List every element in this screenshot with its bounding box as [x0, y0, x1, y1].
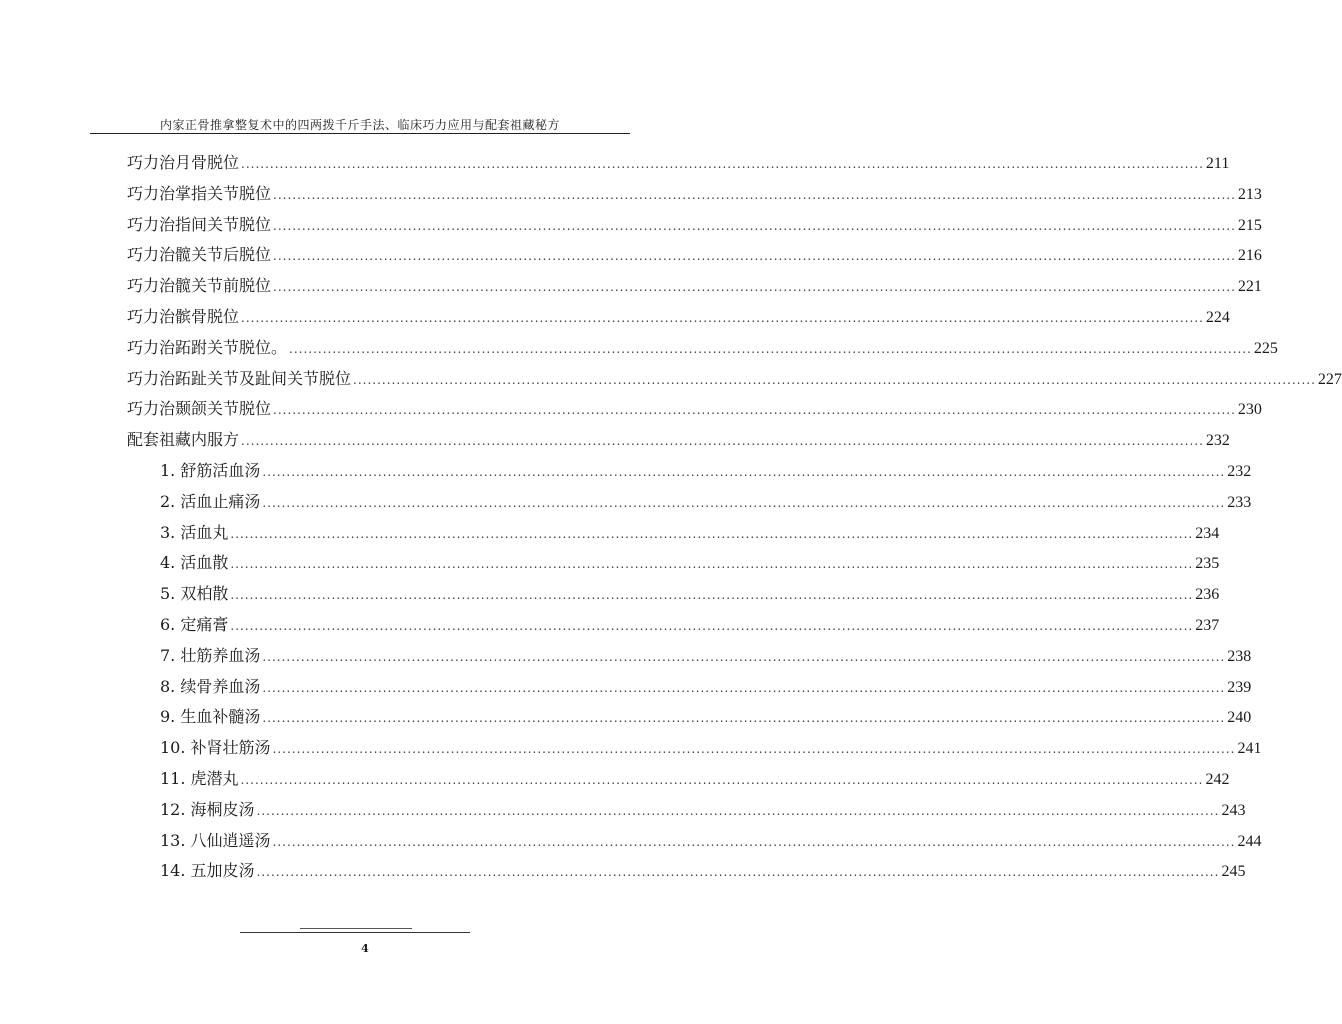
toc-leader-dots: ........................................................................................................................................................................................................ [273, 218, 1236, 233]
toc-entry [160, 735, 1262, 765]
toc-entry [160, 581, 1220, 611]
toc-entry-title: 4. 活血散 [160, 553, 229, 573]
toc-leader-dots: ........................................................................................................................................................................................................ [230, 588, 1194, 603]
toc-leader-dots: ........................................................................................................................................................................................................ [262, 711, 1226, 726]
toc-entry-page: 224 [1205, 309, 1230, 326]
toc-entry-page: 234 [1195, 524, 1220, 542]
toc-entry-title: 巧力治髋关节后脱位 [127, 245, 272, 265]
toc-leader-dots: ........................................................................................................................................................................................................ [272, 834, 1236, 849]
toc-entry-page: 243 [1221, 801, 1246, 819]
toc-entry [160, 858, 1246, 888]
toc-entry-page: 233 [1227, 493, 1252, 511]
toc-entry-title: 巧力治月骨脱位 [127, 153, 240, 172]
toc-leader-dots: ........................................................................................................................................................................................................ [230, 619, 1194, 633]
toc-entry-page: 213 [1237, 185, 1262, 203]
page-number: 4 [361, 942, 369, 955]
toc-leader-dots: ........................................................................................................................................................................................................ [241, 434, 1204, 449]
toc-leader-dots: ........................................................................................................................................................................................................ [262, 465, 1226, 479]
toc-leader-dots: ........................................................................................................................................................................................................ [272, 742, 1236, 757]
toc-entry [160, 458, 1252, 488]
toc-leader-dots: ........................................................................................................................................................................................................ [256, 865, 1220, 880]
toc-entry [127, 150, 1230, 180]
toc-entry-page: 238 [1227, 647, 1252, 665]
toc-entry [160, 828, 1262, 858]
toc-entry-page: 227 [1317, 370, 1342, 388]
toc-entry [160, 797, 1246, 827]
toc-leader-dots: ........................................................................................................................................................................................................ [240, 773, 1204, 787]
toc-entry [127, 396, 1262, 426]
toc-leader-dots: ........................................................................................................................................................................................................ [273, 403, 1236, 418]
toc-entry-title: 10. 补肾壮筋汤 [160, 738, 271, 758]
toc-entry-page: 225 [1253, 339, 1278, 357]
toc-entry-page: 215 [1237, 216, 1262, 234]
toc-entry-page: 239 [1227, 678, 1252, 696]
toc-entry [160, 704, 1252, 734]
toc-entry-page: 216 [1237, 247, 1262, 265]
toc-entry-title: 13. 八仙逍遥汤 [160, 830, 271, 850]
toc-entry-page: 242 [1205, 771, 1230, 788]
toc-entry-title: 14. 五加皮汤 [160, 861, 255, 881]
toc-entry-title: 8. 续骨养血汤 [160, 676, 261, 696]
toc-entry-title: 5. 双柏散 [160, 584, 229, 604]
toc-entry-page: 235 [1195, 555, 1220, 573]
toc-entry [127, 366, 1342, 396]
footer-rule-long [240, 932, 470, 933]
toc-entry [160, 550, 1220, 580]
toc-entry-page: 221 [1237, 278, 1262, 296]
toc-entry [160, 520, 1220, 550]
toc-entry-page: 236 [1195, 586, 1220, 604]
toc-entry [127, 181, 1262, 211]
toc-entry-title: 9. 生血补髓汤 [160, 707, 261, 727]
toc-entry [127, 427, 1230, 457]
toc-leader-dots: ........................................................................................................................................................................................................ [262, 495, 1226, 510]
toc-entry-page: 230 [1237, 401, 1262, 419]
toc-entry-page: 211 [1205, 155, 1230, 172]
toc-entry-page: 244 [1237, 832, 1262, 850]
toc-entry-title: 12. 海桐皮汤 [160, 799, 255, 819]
toc-entry [160, 489, 1252, 519]
toc-leader-dots: ........................................................................................................................................................................................................ [241, 157, 1204, 171]
toc-leader-dots: ........................................................................................................................................................................................................ [230, 557, 1194, 572]
toc-leader-dots: ........................................................................................................................................................................................................ [289, 341, 1252, 356]
toc-entry [127, 242, 1262, 272]
toc-entry-page: 245 [1221, 863, 1246, 881]
toc-leader-dots: ........................................................................................................................................................................................................ [262, 649, 1226, 664]
toc-entry [127, 335, 1278, 365]
toc-leader-dots: ........................................................................................................................................................................................................ [262, 680, 1226, 695]
toc-entry [160, 643, 1252, 673]
toc-entry-page: 232 [1205, 432, 1230, 450]
toc-entry [160, 674, 1252, 704]
toc-leader-dots: ........................................................................................................................................................................................................ [230, 526, 1194, 541]
toc-entry [127, 304, 1230, 334]
toc-entry-title: 3. 活血丸 [160, 522, 229, 542]
toc-entry-title: 11. 虎潜丸 [160, 769, 239, 788]
toc-entry-title: 巧力治掌指关节脱位 [127, 183, 272, 203]
toc-entry [160, 612, 1220, 642]
toc-leader-dots: ........................................................................................................................................................................................................ [241, 311, 1204, 325]
toc-leader-dots: ........................................................................................................................................................................................................ [273, 249, 1236, 264]
toc-entry-title: 6. 定痛膏 [160, 615, 229, 634]
toc-entry-title: 巧力治髌骨脱位 [127, 307, 240, 326]
toc-entry-page: 237 [1195, 617, 1220, 634]
running-header: 内家正骨推拿整复术中的四两拨千斤手法、临床巧力应用与配套祖藏秘方 [159, 118, 560, 132]
toc-entry-page: 232 [1227, 463, 1252, 480]
footer-rule-short [300, 928, 412, 929]
toc-entry-title: 巧力治跖跗关节脱位。 [127, 337, 288, 357]
toc-entry-title: 2. 活血止痛汤 [160, 491, 261, 511]
toc-entry-title: 巧力治指间关节脱位 [127, 214, 272, 234]
header-rule [90, 133, 630, 134]
toc-entry-page: 241 [1237, 740, 1262, 758]
toc-entry-title: 巧力治颞颌关节脱位 [127, 399, 272, 419]
toc-entry-page: 240 [1227, 709, 1252, 727]
toc-leader-dots: ........................................................................................................................................................................................................ [256, 803, 1220, 818]
toc-entry-title: 1. 舒筋活血汤 [160, 461, 261, 480]
toc-entry [127, 212, 1262, 242]
toc-leader-dots: ........................................................................................................................................................................................................ [273, 187, 1236, 202]
toc-entry-title: 巧力治髋关节前脱位 [127, 276, 272, 296]
toc-entry [160, 766, 1230, 796]
toc-entry-title: 配套祖藏内服方 [127, 430, 240, 450]
toc-leader-dots: ........................................................................................................................................................................................................ [273, 280, 1236, 295]
toc-entry-title: 7. 壮筋养血汤 [160, 645, 261, 665]
toc-entry-title: 巧力治跖趾关节及趾间关节脱位 [127, 368, 352, 388]
toc-leader-dots: ........................................................................................................................................................................................................ [353, 372, 1316, 387]
toc-entry [127, 273, 1262, 303]
